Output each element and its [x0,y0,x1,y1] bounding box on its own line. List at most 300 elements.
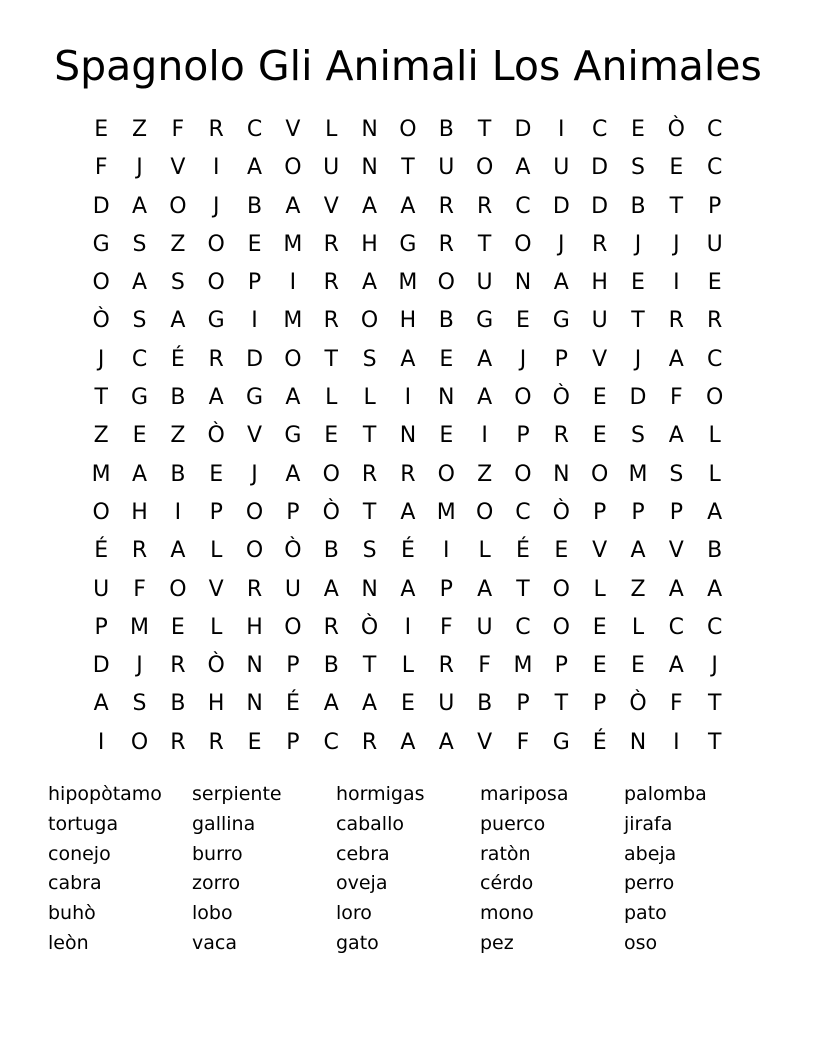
word-column [192,780,336,959]
grid-letter: H [399,308,417,334]
grid-letter: O [706,385,724,411]
grid-letter: N [246,691,263,717]
grid-letter: F [670,385,683,411]
grid-row [82,494,734,532]
grid-letter: O [552,614,570,640]
grid-letter: O [360,308,379,334]
grid-letter: M [283,308,303,334]
grid-letter: P [631,499,645,525]
grid-letter: T [477,231,492,257]
grid-letter: C [323,729,339,755]
grid-letter: L [631,614,645,640]
grid-letter: R [476,193,493,219]
grid-letter: R [438,231,454,257]
grid-letter: E [516,308,530,334]
grid-letter: B [170,691,186,717]
grid-letter: P [554,346,568,372]
word-item: palomba [624,783,707,805]
grid-letter: U [706,231,723,257]
grid-letter: Ò [552,499,570,525]
grid-letter: E [209,461,224,487]
grid-letter: A [400,499,416,525]
grid-letter: J [212,193,220,219]
grid-letter: N [553,461,570,487]
grid-row [82,417,734,455]
grid-letter: A [131,270,148,296]
word-item: pato [624,902,667,925]
grid-letter: E [324,423,339,449]
grid-letter: É [400,538,415,564]
grid-letter: H [591,270,608,296]
word-item: mono [480,902,534,925]
grid-letter: D [591,193,609,219]
grid-letter: A [630,538,646,564]
grid-letter: O [399,117,417,142]
grid-letter: A [668,653,684,679]
grid-letter: R [323,614,339,640]
grid-letter: Z [131,117,148,142]
grid-letter: E [707,270,722,296]
grid-letter: E [592,614,607,640]
grid-letter: A [668,576,684,602]
grid-letter: S [132,308,147,334]
grid-letter: S [362,346,377,372]
grid-letter: S [362,538,377,564]
grid-letter: J [519,346,527,372]
letter-grid [82,111,734,762]
grid-letter: I [174,499,182,525]
grid-letter: A [668,346,684,372]
grid-letter: D [92,193,110,219]
grid-letter: M [628,461,648,487]
grid-letter: R [553,423,569,449]
grid-letter: Ò [667,117,685,142]
word-item: perro [624,872,675,895]
word-item: cebra [336,842,390,865]
grid-letter: R [323,308,339,334]
grid-letter: P [286,499,300,525]
grid-letter: R [131,538,148,564]
grid-letter: Z [477,461,493,487]
grid-letter: E [631,653,645,679]
grid-row [82,647,734,685]
word-item: caballo [336,812,404,835]
grid-letter: A [208,385,224,411]
grid-letter: R [208,729,224,755]
grid-letter: V [285,117,301,142]
grid-letter: J [634,231,642,257]
grid-letter: A [515,155,531,181]
grid-letter: S [170,270,185,296]
grid-letter: A [323,576,339,602]
grid-letter: E [592,653,607,679]
grid-letter: A [93,691,109,717]
word-item: gallina [192,812,256,835]
grid-letter: A [707,576,723,602]
grid-letter: U [438,691,455,717]
grid-letter: V [592,538,608,564]
grid-letter: N [246,653,263,679]
grid-letter: L [401,653,415,679]
grid-letter: Z [93,423,109,449]
grid-letter: P [516,423,530,449]
grid-letter: D [629,385,647,411]
grid-letter: C [706,117,723,142]
word-bank [48,780,768,959]
grid-letter: R [438,653,454,679]
grid-letter: I [404,385,412,411]
grid-letter: E [94,117,109,142]
grid-letter: O [552,576,570,602]
grid-row [82,571,734,609]
grid-letter: O [322,461,340,487]
grid-row [82,149,734,187]
grid-letter: F [478,653,491,679]
grid-letter: O [169,193,187,219]
grid-letter: B [170,461,186,487]
grid-letter: É [170,346,185,372]
grid-letter: A [477,576,493,602]
word-item: cabra [48,872,102,895]
grid-letter: A [285,385,301,411]
grid-letter: A [707,499,723,525]
grid-letter: T [362,423,377,449]
grid-letter: B [438,117,454,142]
grid-letter: P [247,270,262,296]
grid-letter: G [476,308,494,334]
grid-letter: A [131,461,148,487]
grid-letter: V [477,729,493,755]
grid-letter: I [443,538,450,564]
grid-letter: A [400,729,416,755]
grid-letter: G [92,231,110,257]
grid-letter: A [362,193,378,219]
grid-letter: A [285,461,301,487]
grid-letter: H [361,231,378,257]
grid-letter: D [246,346,264,372]
grid-letter: O [284,614,302,640]
grid-letter: U [438,155,455,181]
grid-letter: P [286,729,300,755]
grid-letter: V [668,538,684,564]
grid-letter: Z [170,423,186,449]
grid-letter: M [436,499,456,525]
grid-letter: I [97,729,105,755]
grid-letter: I [404,614,412,640]
word-item: hormigas [336,783,425,805]
grid-letter: R [668,308,684,334]
grid-letter: O [207,231,225,257]
word-item: mariposa [480,783,569,805]
grid-letter: N [629,729,647,755]
grid-letter: O [514,385,532,411]
grid-letter: P [593,499,607,525]
grid-letter: F [94,155,108,181]
grid-letter: A [477,385,493,411]
grid-letter: N [361,117,378,142]
grid-letter: R [400,461,416,487]
grid-letter: J [558,231,565,257]
grid-letter: L [708,423,721,449]
word-item: gato [336,931,379,954]
grid-letter: T [362,499,377,525]
word-item: abeja [624,842,677,865]
grid-letter: É [94,538,109,564]
grid-letter: U [476,614,493,640]
grid-letter: E [669,155,684,181]
grid-letter: M [91,461,111,487]
grid-letter: S [669,461,684,487]
grid-letter: U [476,270,493,296]
word-item: cérdo [480,872,534,895]
grid-letter: E [592,385,607,411]
grid-letter: U [284,576,301,602]
grid-letter: E [247,729,262,755]
grid-row [82,111,734,149]
grid-letter: F [133,576,146,602]
grid-letter: E [554,538,569,564]
word-column [336,780,480,959]
grid-letter: I [212,155,220,181]
grid-letter: Ò [629,691,647,717]
grid-letter: N [399,423,417,449]
grid-letter: O [245,499,264,525]
grid-letter: V [208,576,224,602]
grid-letter: B [707,538,723,564]
grid-letter: A [477,346,493,372]
grid-letter: B [438,308,454,334]
grid-letter: Z [630,576,646,602]
grid-letter: A [553,270,569,296]
grid-letter: B [323,538,339,564]
grid-letter: E [439,423,454,449]
grid-letter: C [515,499,531,525]
grid-letter: T [516,576,530,602]
word-item: burro [192,842,243,865]
grid-letter: C [515,193,531,219]
grid-letter: P [708,193,722,219]
grid-letter: T [707,729,722,755]
grid-letter: I [673,270,680,296]
grid-letter: J [136,653,143,679]
grid-letter: S [132,691,147,717]
grid-letter: O [130,729,149,755]
grid-letter: V [247,423,263,449]
grid-letter: T [362,653,377,679]
grid-row [82,188,734,226]
grid-letter: I [673,729,680,755]
grid-letter: U [93,576,110,602]
grid-letter: H [207,691,225,717]
grid-letter: P [94,614,108,640]
grid-letter: B [630,193,646,219]
grid-letter: F [516,729,530,755]
grid-letter: Ò [552,385,570,411]
grid-letter: E [132,423,147,449]
grid-letter: D [514,117,532,142]
word-item: loro [336,902,372,925]
grid-letter: O [437,270,455,296]
grid-letter: R [438,193,454,219]
grid-letter: O [207,270,225,296]
grid-letter: G [284,423,302,449]
grid-letter: P [554,653,568,679]
grid-letter: U [591,308,608,334]
grid-letter: R [246,576,263,602]
grid-letter: T [477,117,492,142]
grid-letter: E [439,346,454,372]
grid-letter: L [325,385,338,411]
grid-letter: M [130,614,149,640]
grid-letter: O [92,499,110,525]
grid-row [82,379,734,417]
grid-letter: R [323,231,339,257]
word-item: vaca [192,931,237,954]
grid-letter: G [552,729,570,755]
grid-letter: O [514,461,532,487]
page-title: Spagnolo Gli Animali Los Animales [54,42,762,90]
grid-letter: C [668,614,685,640]
grid-letter: R [707,308,723,334]
word-item: conejo [48,842,111,865]
grid-letter: L [210,614,223,640]
grid-letter: J [673,231,680,257]
grid-letter: O [475,499,494,525]
grid-letter: H [246,614,263,640]
grid-letter: V [323,193,339,219]
grid-row [82,609,734,647]
word-item: hipopòtamo [48,783,162,805]
grid-letter: P [516,691,530,717]
grid-letter: C [591,117,608,142]
grid-letter: A [362,691,378,717]
grid-letter: A [362,270,378,296]
word-item: serpiente [192,783,282,805]
grid-letter: O [284,155,302,181]
grid-letter: I [481,423,488,449]
word-column [48,780,192,959]
grid-letter: U [553,155,570,181]
grid-letter: C [706,155,723,181]
grid-row [82,685,734,723]
grid-letter: V [592,346,608,372]
grid-letter: J [711,653,718,679]
grid-letter: R [323,270,339,296]
grid-letter: É [592,729,607,755]
grid-row [82,341,734,379]
grid-letter: G [207,308,225,334]
grid-letter: L [593,576,606,602]
grid-letter: V [170,155,186,181]
grid-letter: N [438,385,455,411]
grid-letter: R [170,729,186,755]
grid-letter: Ò [207,423,225,449]
grid-letter: I [558,117,565,142]
word-item: oso [624,931,658,954]
grid-letter: A [438,729,454,755]
grid-row [82,456,734,494]
grid-letter: G [399,231,417,257]
grid-letter: J [97,346,105,372]
grid-letter: R [208,117,224,142]
grid-letter: C [246,117,263,142]
word-item: pez [480,931,514,954]
grid-letter: P [439,576,453,602]
grid-letter: E [400,691,415,717]
grid-letter: S [631,155,645,181]
grid-letter: P [286,653,300,679]
grid-letter: É [516,538,530,564]
grid-letter: R [361,729,378,755]
grid-letter: O [169,576,187,602]
grid-letter: O [437,461,455,487]
grid-letter: I [289,270,297,296]
grid-letter: E [631,117,645,142]
grid-letter: D [591,155,609,181]
grid-letter: A [668,423,684,449]
grid-letter: G [246,385,264,411]
grid-letter: A [247,155,263,181]
grid-letter: C [131,346,148,372]
grid-letter: O [475,155,494,181]
grid-letter: R [208,346,224,372]
grid-letter: A [400,193,416,219]
grid-letter: E [247,231,262,257]
grid-letter: B [477,691,493,717]
grid-letter: T [401,155,415,181]
grid-letter: A [170,308,186,334]
grid-letter: E [631,270,645,296]
word-item: jirafa [624,812,673,835]
grid-letter: Ò [92,308,110,334]
grid-letter: F [439,614,453,640]
grid-letter: A [285,193,301,219]
grid-letter: Ò [360,614,379,640]
grid-letter: F [171,117,185,142]
grid-letter: B [247,193,263,219]
grid-letter: N [514,270,532,296]
grid-letter: Ò [207,653,225,679]
word-item: buhò [48,902,96,925]
grid-letter: G [130,385,149,411]
grid-letter: T [554,691,569,717]
grid-letter: J [634,346,642,372]
word-column [480,780,624,959]
grid-letter: R [361,461,378,487]
grid-letter: T [94,385,108,411]
word-item: puerco [480,812,546,835]
grid-letter: D [552,193,570,219]
grid-letter: A [131,193,148,219]
grid-letter: É [285,691,300,717]
grid-letter: E [170,614,185,640]
grid-letter: O [514,231,532,257]
grid-letter: J [251,461,258,487]
grid-letter: A [400,576,416,602]
grid-letter: L [478,538,491,564]
grid-letter: O [245,538,264,564]
grid-letter: E [592,423,607,449]
grid-letter: D [92,653,110,679]
grid-letter: Ò [284,538,302,564]
grid-letter: U [323,155,340,181]
grid-letter: M [513,653,533,679]
grid-row [82,532,734,570]
grid-letter: L [708,461,721,487]
grid-letter: I [251,308,258,334]
grid-letter: O [284,346,302,372]
word-item: lobo [192,902,233,925]
